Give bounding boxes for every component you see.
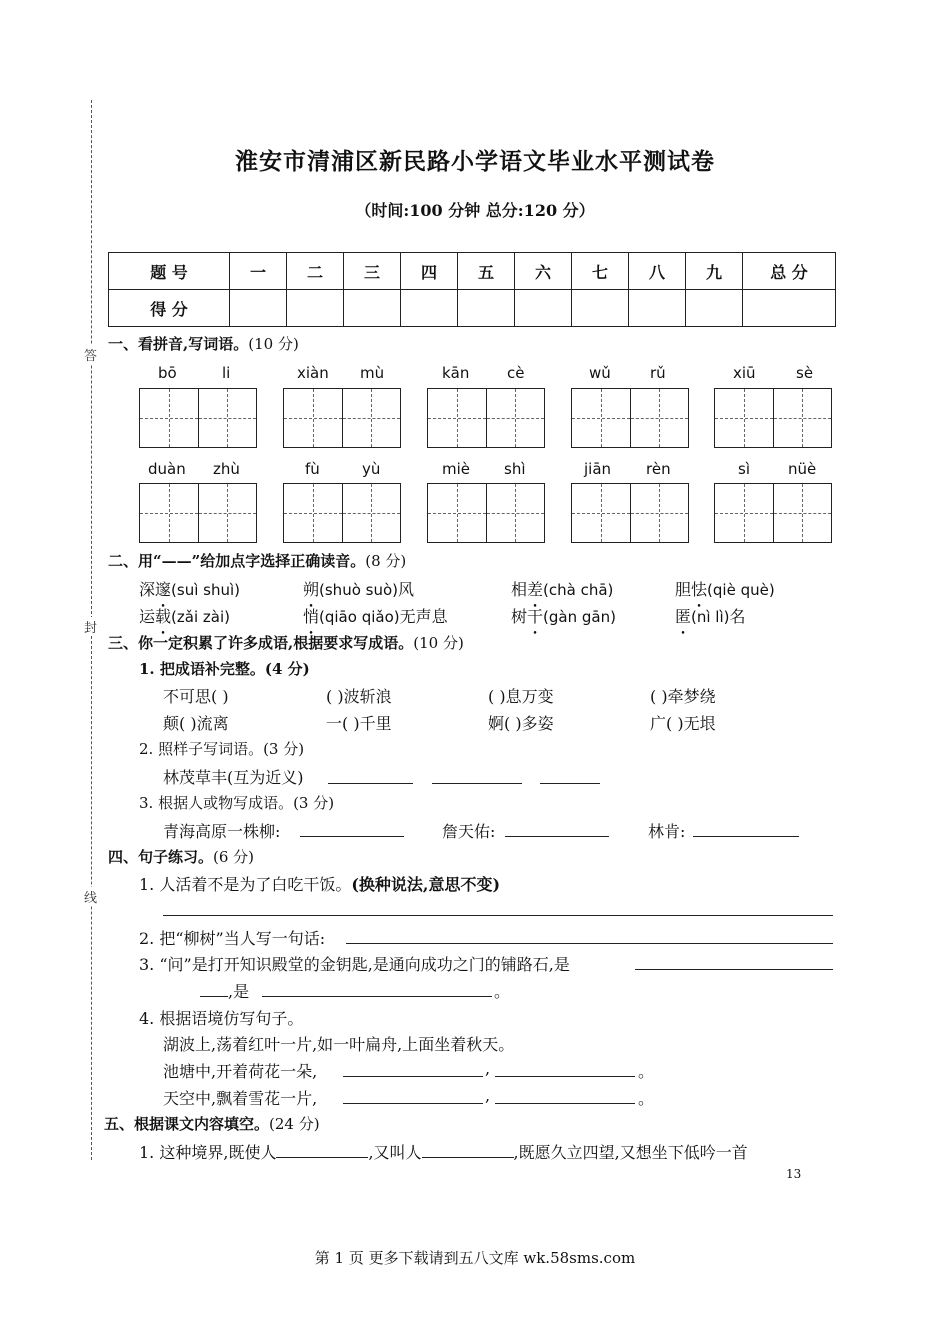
- writing-grid[interactable]: [427, 483, 545, 543]
- answer-blank[interactable]: [276, 1143, 368, 1158]
- pinyin: xiū: [733, 364, 756, 382]
- char: 胆: [675, 580, 692, 599]
- pinyin: miè: [442, 460, 471, 478]
- column-9: 九: [686, 253, 743, 290]
- idiom-item[interactable]: 不可思( ): [163, 687, 229, 706]
- pinyin: nüè: [788, 460, 817, 478]
- writing-grid[interactable]: [714, 388, 832, 448]
- dotted-char: 怯: [691, 580, 708, 599]
- binding-mark-2: 封: [84, 617, 97, 636]
- answer-blank[interactable]: [505, 836, 609, 837]
- score-cell-1[interactable]: [230, 290, 287, 327]
- dotted-char: 干: [527, 607, 544, 626]
- reading-item: [139, 604, 230, 627]
- answer-blank[interactable]: [422, 1143, 514, 1158]
- pinyin-options[interactable]: (qiāo qiǎo): [319, 608, 400, 626]
- answer-line[interactable]: [346, 943, 833, 944]
- question-text: ,又叫人: [368, 1143, 422, 1162]
- question-4-3: 3. “问”是打开知识殿堂的金钥匙,是通向成功之门的铺路石,是: [139, 955, 570, 974]
- pinyin: xiàn: [297, 364, 329, 382]
- comma: ,: [485, 1059, 491, 1078]
- period: 。: [638, 1089, 655, 1108]
- score-cell-8[interactable]: [629, 290, 686, 327]
- score-cell-total[interactable]: [743, 290, 836, 327]
- pinyin: fù: [305, 460, 320, 478]
- total-label: 总 分: [743, 253, 836, 290]
- dotted-char: 悄: [303, 607, 320, 626]
- pinyin: zhù: [213, 460, 240, 478]
- char: 名: [729, 607, 746, 626]
- section-4-heading: [108, 846, 254, 867]
- section-5-title: 五、根据课文内容填空。: [104, 1115, 270, 1133]
- question-3-2: 2. 照样子写词语。(3 分): [139, 740, 305, 758]
- example-sentence: 湖波上,荡着红叶一片,如一叶扁舟,上面坐着秋天。: [163, 1035, 515, 1054]
- section-2-heading: [108, 550, 406, 571]
- pinyin: kān: [442, 364, 470, 382]
- section-4-title: 四、句子练习。: [108, 848, 214, 866]
- page-number: 13: [786, 1167, 802, 1181]
- reading-item: [139, 577, 240, 600]
- question-5-1: [139, 1140, 748, 1163]
- idiom-item[interactable]: ( )息万变: [488, 687, 554, 706]
- comma: ,: [485, 1086, 491, 1105]
- writing-grid[interactable]: [139, 388, 257, 448]
- char: 深: [139, 580, 156, 599]
- question-4-4: 4. 根据语境仿写句子。: [139, 1009, 304, 1028]
- question-text: 1. 这种境界,既使人: [139, 1143, 277, 1162]
- prompt-label: 林肯:: [648, 822, 686, 841]
- writing-grid[interactable]: [571, 388, 689, 448]
- reading-item: [675, 604, 746, 627]
- pinyin: jiān: [584, 460, 612, 478]
- prompt-label: 青海高原一株柳:: [163, 822, 281, 841]
- question-text: 1. 人活着不是为了白吃干饭。: [139, 875, 352, 894]
- score-cell-2[interactable]: [287, 290, 344, 327]
- writing-grid[interactable]: [571, 483, 689, 543]
- reading-item: [303, 604, 448, 627]
- answer-line[interactable]: [163, 915, 833, 916]
- column-7: 七: [572, 253, 629, 290]
- idiom-item[interactable]: 一( )千里: [326, 714, 392, 733]
- dotted-char: 朔: [303, 580, 320, 599]
- question-3-3: 3. 根据人或物写成语。(3 分): [139, 794, 335, 812]
- answer-line[interactable]: [635, 969, 833, 970]
- pinyin: sì: [738, 460, 750, 478]
- answer-line[interactable]: [200, 996, 228, 997]
- column-4: 四: [401, 253, 458, 290]
- pinyin: mù: [360, 364, 385, 382]
- answer-line[interactable]: [262, 996, 492, 997]
- question-number-label: 题 号: [109, 253, 230, 290]
- column-6: 六: [515, 253, 572, 290]
- pinyin: yù: [362, 460, 381, 478]
- pinyin: li: [222, 364, 231, 382]
- idiom-item[interactable]: ( )波斩浪: [326, 687, 392, 706]
- section-3-points: (10 分): [413, 634, 464, 652]
- exam-subtitle: （时间:100 分钟 总分:120 分）: [355, 201, 595, 220]
- idiom-item[interactable]: ( )牵梦绕: [650, 687, 716, 706]
- section-3-title: 三、你一定积累了许多成语,根据要求写成语。: [108, 634, 414, 652]
- pinyin: shì: [504, 460, 526, 478]
- pinyin: rèn: [646, 460, 671, 478]
- section-1-heading: [108, 333, 299, 354]
- binding-mark-3: 线: [84, 887, 97, 906]
- writing-grid[interactable]: [283, 388, 401, 448]
- imitation-prompt: 天空中,飘着雪花一片,: [163, 1089, 318, 1108]
- writing-grid[interactable]: [714, 483, 832, 543]
- column-3: 三: [344, 253, 401, 290]
- section-2-points: (8 分): [365, 552, 407, 570]
- score-table: [108, 252, 836, 327]
- reading-item: [511, 577, 613, 600]
- pinyin-options[interactable]: (qiè què): [707, 581, 775, 599]
- answer-line[interactable]: [495, 1076, 635, 1077]
- score-cell-4[interactable]: [401, 290, 458, 327]
- section-5-points: (24 分): [269, 1115, 320, 1133]
- score-label: 得 分: [109, 290, 230, 327]
- answer-blank[interactable]: [540, 783, 600, 784]
- idiom-item[interactable]: 婀( )多姿: [488, 714, 554, 733]
- pinyin: rǔ: [650, 364, 666, 382]
- pinyin-options[interactable]: (chà chā): [543, 581, 614, 599]
- char: 运: [139, 607, 156, 626]
- dotted-char: 匿: [675, 607, 692, 626]
- answer-blank[interactable]: [432, 783, 522, 784]
- answer-blank[interactable]: [328, 783, 413, 784]
- section-4-points: (6 分): [213, 848, 255, 866]
- binding-mark-1: 答: [84, 345, 97, 364]
- page-title: 淮安市清浦区新民路小学语文毕业水平测试卷: [235, 149, 715, 175]
- pinyin-options[interactable]: (shuò suò): [319, 581, 398, 599]
- pinyin: cè: [507, 364, 525, 382]
- question-4-2: 2. 把“柳树”当人写一句话:: [139, 929, 326, 948]
- idiom-item[interactable]: 广( )无垠: [650, 714, 716, 733]
- question-text: ,既愿久立四望,又想坐下低吟一首: [513, 1143, 748, 1162]
- score-cell-9[interactable]: [686, 290, 743, 327]
- dotted-char: 载: [155, 607, 172, 626]
- pinyin: sè: [796, 364, 814, 382]
- section-1-points: (10 分): [248, 335, 299, 353]
- pinyin: wǔ: [589, 364, 611, 382]
- score-table-score-row: [109, 290, 836, 327]
- char: 树: [511, 607, 528, 626]
- imitation-prompt: 池塘中,开着荷花一朵,: [163, 1062, 318, 1081]
- score-cell-6[interactable]: [515, 290, 572, 327]
- reading-item: [675, 577, 775, 600]
- answer-line[interactable]: [495, 1103, 635, 1104]
- char: 无声息: [399, 607, 448, 626]
- question-note: (换种说法,意思不变): [351, 875, 501, 894]
- section-1-title: 一、看拼音,写词语。: [108, 335, 249, 353]
- reading-item: [511, 604, 616, 627]
- period: 。: [494, 982, 511, 1001]
- page-footer: 第 1 页 更多下载请到五八文库 wk.58sms.com: [314, 1249, 636, 1267]
- score-cell-7[interactable]: [572, 290, 629, 327]
- char: 相: [511, 580, 528, 599]
- pinyin-options[interactable]: (gàn gān): [543, 608, 616, 626]
- dotted-char: 差: [527, 580, 544, 599]
- question-3-1: 1. 把成语补完整。(4 分): [139, 660, 310, 678]
- idiom-item[interactable]: 颠( )流离: [163, 714, 229, 733]
- answer-line[interactable]: [343, 1103, 483, 1104]
- continuation-text: ,是: [228, 982, 250, 1001]
- column-2: 二: [287, 253, 344, 290]
- section-3-heading: [108, 632, 464, 653]
- prompt-label: 詹天佑:: [442, 822, 496, 841]
- writing-grid[interactable]: [139, 483, 257, 543]
- answer-blank[interactable]: [300, 836, 404, 837]
- pinyin: duàn: [148, 460, 186, 478]
- section-5-heading: [104, 1113, 320, 1134]
- pinyin-options[interactable]: (zǎi zài): [171, 608, 230, 626]
- score-cell-5[interactable]: [458, 290, 515, 327]
- column-1: 一: [230, 253, 287, 290]
- dotted-char: 邃: [155, 580, 172, 599]
- writing-grid[interactable]: [427, 388, 545, 448]
- answer-line[interactable]: [343, 1076, 483, 1077]
- reading-item: [303, 577, 414, 600]
- char: 风: [398, 580, 415, 599]
- column-8: 八: [629, 253, 686, 290]
- score-table-header-row: [109, 253, 836, 290]
- question-4-1: [139, 872, 500, 895]
- section-2-title: 二、用“——”给加点字选择正确读音。: [108, 552, 366, 570]
- pinyin-options[interactable]: (nì lì): [691, 608, 730, 626]
- answer-blank[interactable]: [693, 836, 799, 837]
- pinyin: bō: [158, 364, 177, 382]
- example-word: 林茂草丰(互为近义): [163, 768, 304, 787]
- period: 。: [638, 1062, 655, 1081]
- writing-grid[interactable]: [283, 483, 401, 543]
- score-cell-3[interactable]: [344, 290, 401, 327]
- column-5: 五: [458, 253, 515, 290]
- pinyin-options[interactable]: (suì shuì): [171, 581, 240, 599]
